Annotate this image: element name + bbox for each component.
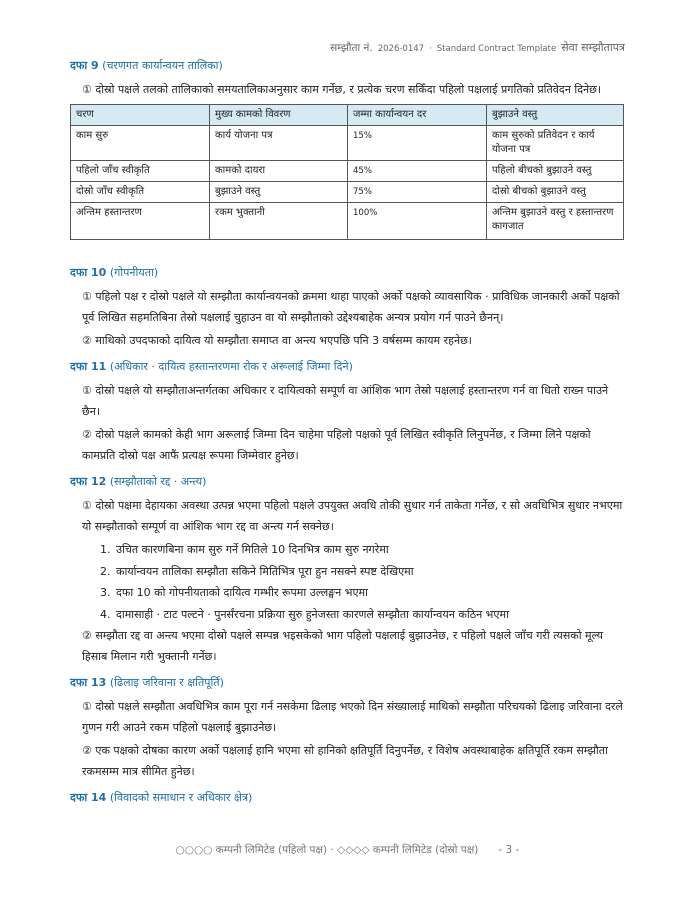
page-header <box>330 40 625 55</box>
document-body <box>70 58 625 811</box>
table-cell: कार्य योजना पत्र <box>210 126 348 161</box>
template-label: Standard Contract Template <box>436 44 557 54</box>
section-9-number: दफा 9 <box>70 59 99 72</box>
page-footer <box>0 843 695 857</box>
column-header-rate: जम्मा कार्यान्वयन दर <box>348 105 487 126</box>
table-cell: काम सुरु <box>71 126 210 161</box>
column-header-phase: चरण <box>71 105 210 126</box>
table-cell: दोस्रो जाँच स्वीकृति <box>71 182 210 203</box>
termination-conditions-list <box>70 539 625 625</box>
section-13-paragraph-2: ② एक पक्षको दोषका कारण अर्को पक्षलाई हानि भएमा सो हानिको क्षतिपूर्ति दिनुपर्नेछ, र विशेष अवस्थाबाहेक क्षतिपूर्ति रकम सम्झौता रकमसम्म मात्र सीमित हुनेछ। <box>82 744 608 778</box>
section-10-heading <box>70 265 625 280</box>
section-12-number: दफा 12 <box>70 475 107 488</box>
section-12-paragraph-2: ② सम्झौता रद्द वा अन्त्य भएमा दोस्रो पक्षले सम्पन्न भइसकेको भाग पहिलो पक्षलाई बुझाउनेछ, र पहिलो पक्षले जाँच गरी त्यसको मूल्य हिसाब मिलान गरी भुक्तानी गर्नेछ। <box>82 629 604 663</box>
table-cell: 75% <box>348 182 487 203</box>
section-9-paragraph-1: ① दोस्रो पक्षले तलको तालिकाको समयतालिकाअनुसार काम गर्नेछ, र प्रत्येक चरण सकिँदा पहिलो पक्षलाई प्रगतिको प्रतिवेदन दिनेछ। <box>82 83 602 96</box>
footer-parties: ○○○○ कम्पनी लिमिटेड (पहिलो पक्ष) · ◇◇◇◇ कम्पनी लिमिटेड (दोस्रो पक्ष) <box>175 844 479 856</box>
section-14-number: दफा 14 <box>70 791 107 804</box>
contract-number: 2026-0147 <box>377 44 425 54</box>
table-cell: दोस्रो बीचको बुझाउने वस्तु <box>487 182 624 203</box>
table-cell: पहिलो बीचको बुझाउने वस्तु <box>487 161 624 182</box>
table-cell: अन्तिम हस्तान्तरण <box>71 203 210 240</box>
table-cell: कामको दायरा <box>210 161 348 182</box>
section-13-number: दफा 13 <box>70 676 107 689</box>
implementation-schedule-table <box>70 104 624 240</box>
table-row <box>71 126 624 161</box>
list-item: 3. दफा 10 को गोपनीयताको दायित्व गम्भीर रूपमा उल्लङ्घन भएमा <box>114 582 625 604</box>
table-row <box>71 161 624 182</box>
page-number: - 3 - <box>498 844 520 856</box>
section-10-paragraph-1: ① पहिलो पक्ष र दोस्रो पक्षले यो सम्झौता कार्यान्वयनको क्रममा थाहा पाएको अर्को पक्षको व्यावसायिक · प्राविधिक जानकारी अर्को पक्षको पूर्व लिखित सहमतिबिना तेस्रो पक्षलाई चुहाउन वा यो सम्झौताको उद्देश्यबाहेक अन्यत्र प्रयोग गर्न पाउने छैनन्। <box>82 290 620 324</box>
table-cell: 45% <box>348 161 487 182</box>
list-item: 1. उचित कारणबिना काम सुरु गर्ने मितिले 10 दिनभित्र काम सुरु नगरेमा <box>114 539 625 561</box>
list-item: 2. कार्यान्वयन तालिका सम्झौता सकिने मितिभित्र पूरा हुन नसक्ने स्पष्ट देखिएमा <box>114 561 625 583</box>
table-cell: रकम भुक्तानी <box>210 203 348 240</box>
table-row <box>71 203 624 240</box>
table-cell: 100% <box>348 203 487 240</box>
section-9-title: (चरणगत कार्यान्वयन तालिका) <box>102 59 223 72</box>
table-row <box>71 182 624 203</box>
section-10-title: (गोपनीयता) <box>109 266 159 279</box>
list-item: 4. दामासाही · टाट पल्टने · पुनर्संरचना प्रक्रिया सुरु हुनेजस्ता कारणले सम्झौता कार्यान्वयन कठिन भएमा <box>114 604 625 626</box>
section-11-paragraph-1: ① दोस्रो पक्षले यो सम्झौताअन्तर्गतका अधिकार र दायित्वको सम्पूर्ण वा आंशिक भाग तेस्रो पक्षलाई हस्तान्तरण गर्न वा धितो राख्न पाउने छैन। <box>82 384 609 418</box>
section-11-number: दफा 11 <box>70 360 107 373</box>
column-header-description: मुख्य कामको विवरण <box>210 105 348 126</box>
section-10-number: दफा 10 <box>70 266 107 279</box>
table-cell: अन्तिम बुझाउने वस्तु र हस्तान्तरण कागजात <box>487 203 624 240</box>
table-cell: बुझाउने वस्तु <box>210 182 348 203</box>
section-12-title: (सम्झौताको रद्द · अन्त्य) <box>109 475 207 488</box>
section-14-title: (विवादको समाधान र अधिकार क्षेत्र) <box>109 791 253 804</box>
table-cell: 15% <box>348 126 487 161</box>
section-11-title: (अधिकार · दायित्व हस्तान्तरणमा रोक र अरूलाई जिम्मा दिने) <box>109 360 353 373</box>
section-10-paragraph-2: ② माथिको उपदफाको दायित्व यो सम्झौता समाप्त वा अन्त्य भएपछि पनि 3 वर्षसम्म कायम रहनेछ। <box>82 334 472 347</box>
table-header-row <box>71 105 624 126</box>
section-12-heading <box>70 474 625 489</box>
section-11-paragraph-2: ② दोस्रो पक्षले कामको केही भाग अरूलाई जिम्मा दिन चाहेमा पहिलो पक्षको पूर्व लिखित स्वीकृति लिनुपर्नेछ, र जिम्मा लिने पक्षको कामप्रति दोस्रो पक्ष आफैं प्रत्यक्ष रूपमा जिम्मेवार हुनेछ। <box>82 428 591 462</box>
section-11-heading <box>70 359 625 374</box>
table-cell: काम सुरुको प्रतिवेदन र कार्य योजना पत्र <box>487 126 624 161</box>
section-14-heading <box>70 790 625 805</box>
document-title: सेवा सम्झौतापत्र <box>561 41 625 54</box>
contract-number-label: सम्झौता नं. <box>330 42 373 54</box>
header-separator: · <box>429 44 432 54</box>
section-13-title: (ढिलाइ जरिवाना र क्षतिपूर्ति) <box>109 676 224 689</box>
section-12-paragraph-1: ① दोस्रो पक्षमा देहायका अवस्था उत्पन्न भएमा पहिलो पक्षले उपयुक्त अवधि तोकी सुधार गर्न ताकेता गर्नेछ, र सो अवधिभित्र सुधार नभएमा यो सम्झौताको सम्पूर्ण वा आंशिक भाग रद्द वा अन्त्य गर्न सक्नेछ। <box>82 499 623 533</box>
section-13-heading <box>70 675 625 690</box>
section-9-heading <box>70 58 625 73</box>
table-cell: पहिलो जाँच स्वीकृति <box>71 161 210 182</box>
column-header-deliverable: बुझाउने वस्तु <box>487 105 624 126</box>
section-13-paragraph-1: ① दोस्रो पक्षले सम्झौता अवधिभित्र काम पूरा गर्न नसकेमा ढिलाइ भएको दिन संख्यालाई माथिको सम्झौता परिचयको ढिलाइ जरिवाना दरले गुणन गरी आउने रकम पहिलो पक्षलाई बुझाउनेछ। <box>82 700 623 734</box>
